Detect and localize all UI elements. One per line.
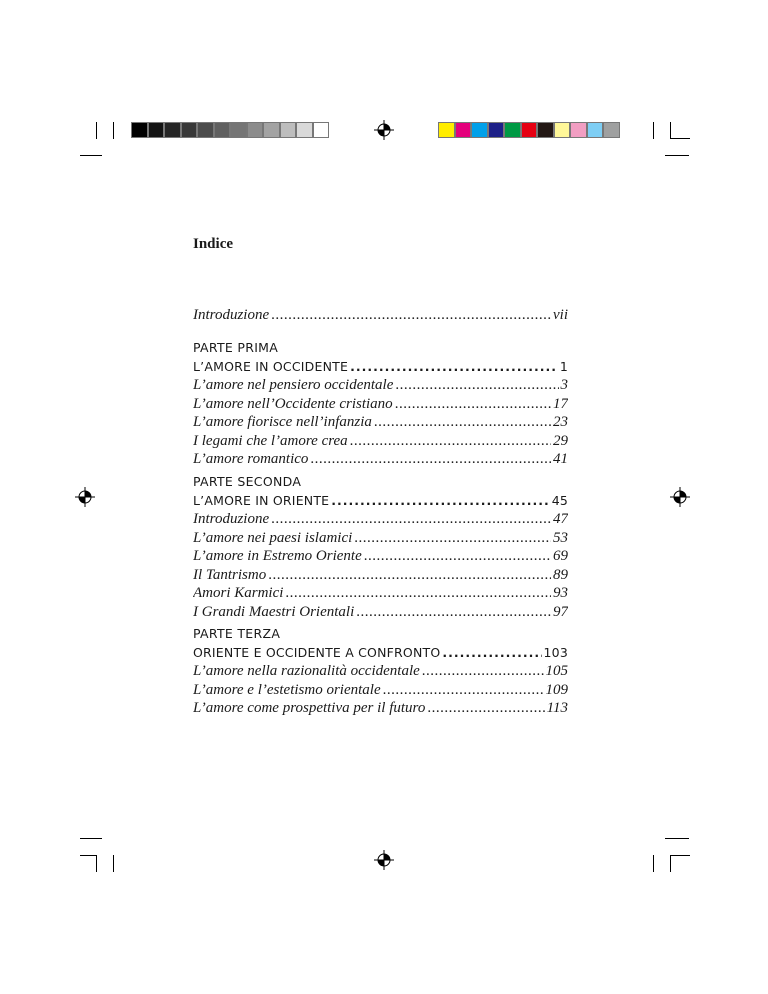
part-page: 103 [543,645,568,660]
toc-entry-label: L’amore nell’Occidente cristiano [193,395,393,412]
registration-target-icon [75,487,95,507]
toc-leader-dots [442,643,541,662]
toc-entry-label: L’amore nel pensiero occidentale [193,377,394,393]
registration-target-icon [374,850,394,870]
toc-leader-dots [356,603,551,622]
part-title-row [193,491,568,510]
toc-entry-page: 53 [553,529,568,546]
part-heading: PARTE TERZA [193,626,281,641]
color-swatch [181,122,198,138]
color-swatch [230,122,247,138]
toc-entry [193,566,568,585]
toc-entry-label: L’amore e l’estetismo orientale [193,681,381,698]
toc-entry-label: L’amore in Estremo Oriente [193,548,362,564]
toc-entry-page: 97 [553,603,568,620]
toc-leader-dots [310,450,551,469]
color-swatch [603,122,620,138]
toc-entry-label: I Grandi Maestri Orientali [193,603,355,620]
toc-entry [193,376,568,395]
part-title: L’AMORE IN OCCIDENTE [193,359,349,374]
toc-entry [193,681,568,700]
toc-entry [193,699,568,718]
toc-leader-dots [383,681,544,700]
toc-entry-label: L’amore nella razionalità occidentale [193,663,420,679]
part-title-row [193,643,568,662]
color-swatch [131,122,148,138]
part-title: L’AMORE IN ORIENTE [193,493,330,508]
toc-entry-page: 29 [553,432,568,449]
toc-entry-page: 41 [553,451,568,467]
color-swatch [587,122,604,138]
toc-part-1 [193,339,568,469]
toc-leader-dots [350,432,551,451]
toc-entry-label: I legami che l’amore crea [193,432,348,449]
toc-leader-dots [395,376,558,395]
toc-introduction [193,306,568,325]
toc-entry [193,529,568,548]
color-swatch [280,122,297,138]
toc-leader-dots [395,395,551,414]
color-swatch [164,122,181,138]
color-swatch [214,122,231,138]
toc-entry-label: L’amore come prospettiva per il futuro [193,700,426,716]
color-swatch [263,122,280,138]
toc-leader-dots [422,662,544,681]
registration-target-icon [374,120,394,140]
toc-entry [193,662,568,681]
toc-entry-label: Il Tantrismo [193,566,267,583]
toc-leader-dots [364,547,551,566]
toc-leader-dots [331,491,549,510]
gray-calibration-bar [131,122,329,138]
color-swatch [438,122,455,138]
registration-target-icon [670,487,690,507]
toc-entry-page: 113 [546,700,568,716]
color-swatch [488,122,505,138]
toc-part-3 [193,625,568,718]
toc-entry [193,510,568,529]
color-swatch [537,122,554,138]
toc-leader-dots [350,357,558,376]
toc-entry [193,432,568,451]
toc-leader-dots [271,306,551,325]
toc-entry [193,547,568,566]
color-swatch [471,122,488,138]
toc-leader-dots [354,529,551,548]
toc-entry-label: L’amore romantico [193,451,309,467]
toc-entry-label: Introduzione [193,307,270,323]
color-swatch [521,122,538,138]
part-page: 45 [551,493,568,508]
page-title: Indice [193,236,234,252]
toc-leader-dots [268,566,551,585]
color-swatch [455,122,472,138]
toc-part-2 [193,473,568,621]
color-swatch [148,122,165,138]
part-heading: PARTE SECONDA [193,474,302,489]
toc-entry-page: 47 [553,511,568,527]
color-calibration-bar [438,122,620,138]
part-title-row [193,357,568,376]
color-swatch [313,122,330,138]
toc-entry [193,306,568,325]
toc-entry-page: 23 [553,414,568,430]
toc-leader-dots [427,699,544,718]
toc-entry-page: 89 [553,566,568,583]
part-page: 1 [559,359,568,374]
toc-entry-page: 105 [545,663,568,679]
toc-entry-label: Amori Karmici [193,585,284,601]
toc-leader-dots [271,510,551,529]
toc-entry-label: Introduzione [193,511,270,527]
color-swatch [197,122,214,138]
color-swatch [296,122,313,138]
toc-entry [193,450,568,469]
toc-entry-page: 17 [553,395,568,412]
toc-entry-page: 3 [560,377,568,393]
toc-entry-label: L’amore fiorisce nell’infanzia [193,414,372,430]
toc-leader-dots [374,413,551,432]
toc-entry-page: 109 [545,681,568,698]
toc-entry-page: 69 [553,548,568,564]
toc-entry-label: L’amore nei paesi islamici [193,529,353,546]
toc-entry [193,603,568,622]
toc-entry-page: 93 [553,585,568,601]
color-swatch [247,122,264,138]
color-swatch [570,122,587,138]
toc-entry [193,395,568,414]
toc-entry [193,584,568,603]
toc-entry [193,413,568,432]
toc-entry-page: vii [553,307,568,323]
part-heading: PARTE PRIMA [193,340,279,355]
toc-leader-dots [285,584,551,603]
part-title: ORIENTE E OCCIDENTE A CONFRONTO [193,645,441,660]
color-swatch [554,122,571,138]
color-swatch [504,122,521,138]
